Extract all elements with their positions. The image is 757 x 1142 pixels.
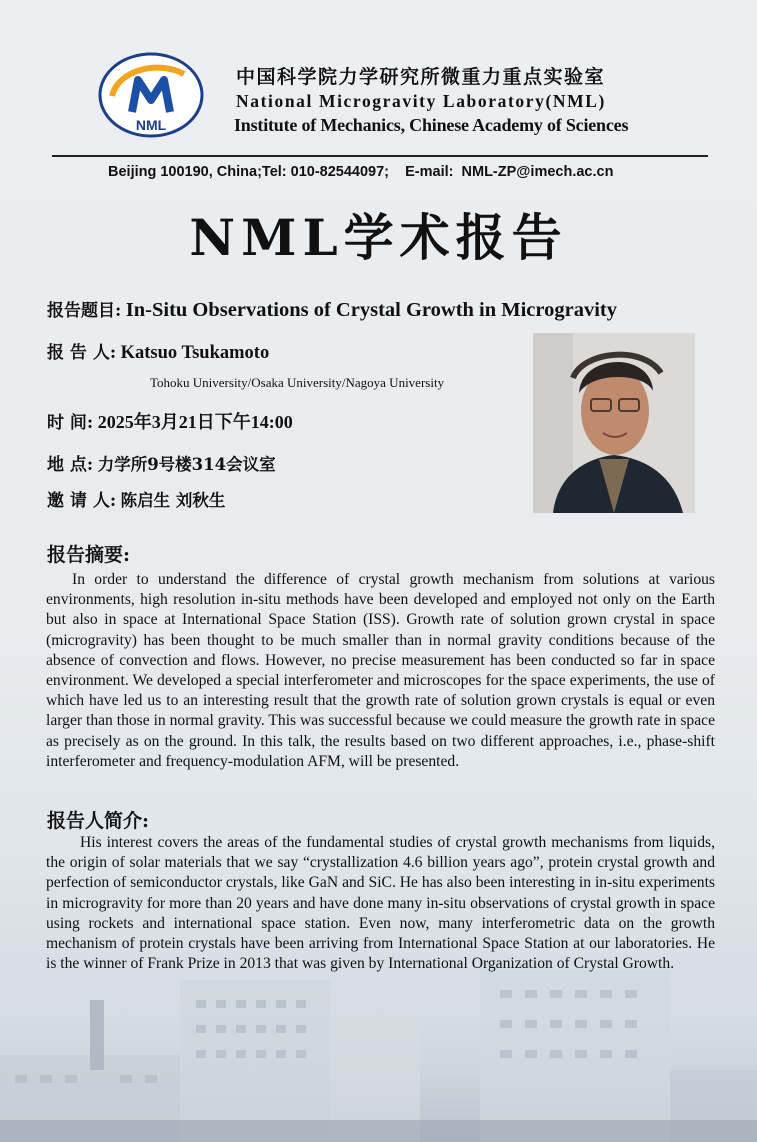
institution-cn: 中国科学院力学研究所微重力重点实验室 — [236, 66, 606, 88]
institute-name: Institute of Mechanics, Chinese Academy of Sciences — [234, 115, 629, 135]
speaker-photo — [533, 333, 695, 513]
place-label: 地 点: — [47, 455, 94, 475]
contact-line: Beijing 100190, China;Tel: 010-82544097; E-mail: NML-ZP@imech.ac.cn — [108, 164, 614, 180]
header-divider — [52, 155, 708, 157]
inviter-row — [47, 486, 225, 511]
topic-row — [47, 296, 617, 322]
place-value: 力学所9号楼314会议室 — [97, 455, 276, 474]
bio-heading: 报告人简介: — [47, 810, 150, 832]
time-label: 时 间: — [47, 413, 94, 433]
abstract-heading: 报告摘要: — [47, 544, 131, 566]
institution-en: National Microgravity Laboratory(NML) — [236, 91, 606, 111]
speaker-affiliation: Tohoku University/Osaka University/Nagoya University — [150, 375, 445, 390]
nml-logo — [98, 52, 204, 138]
bio-text: His interest covers the areas of the fundamental studies of crystal growth mechanisms from liquids, the origin of solar materials that we say “crystallization 4.6 billion years ago”, protein crystal growth and perfection of semiconductor crystals, like GaN and SiC. He has also been interesting in in-situ experiments in microgravity for more than 20 years and have done many in-situ observations of crystal growth in space using rockets and international space station. Even now, many interferometric data on the growth mechanism of protein crystals have been arriving from International Space Station at our laboratories. He is the winner of Frank Prize in 2013 that was given by International Organization of Crystal Growth. — [46, 834, 715, 973]
inviter-label: 邀 请 人: — [47, 491, 117, 511]
speaker-name: Katsuo Tsukamoto — [120, 343, 270, 363]
speaker-label: 报 告 人: — [47, 343, 117, 363]
abstract-text: In order to understand the difference of crystal growth mechanism from solutions at various environments, high resolution in-situ methods have been developed and employed not only on the Earth but also in space at International Space Station (ISS). Growth rate of solution grown crystal in space (microgravity) has been thought to be much smaller than in normal gravity conditions because of the absence of convection and flows. However, no precise measurement has been conducted so far in space environment. We developed a special interferometer and microscopes for the space experiments, the use of which have led us to an interesting result that the growth rate of solution grown crystals is equal or even larger than those in normal gravity. This was successful because we could measure the growth rate in space as precisely as on the ground. In this talk, the results based on two different approaches, i.e., phase-shift interferometer and frequency-modulation AFM, will be presented. — [46, 571, 715, 770]
inviter-value: 陈启生 刘秋生 — [120, 491, 226, 510]
speaker-row — [47, 338, 269, 364]
background-buildings-image — [0, 960, 757, 1142]
time-row — [47, 408, 293, 434]
logo-text: NML — [135, 117, 167, 133]
page-title: NML学术报告 — [189, 208, 568, 267]
place-row — [47, 450, 276, 475]
topic-value: In-Situ Observations of Crystal Growth in Microgravity — [125, 299, 618, 321]
time-value: 2025年3月21日下午14:00 — [97, 412, 293, 432]
topic-label: 报告题目: — [47, 301, 122, 321]
